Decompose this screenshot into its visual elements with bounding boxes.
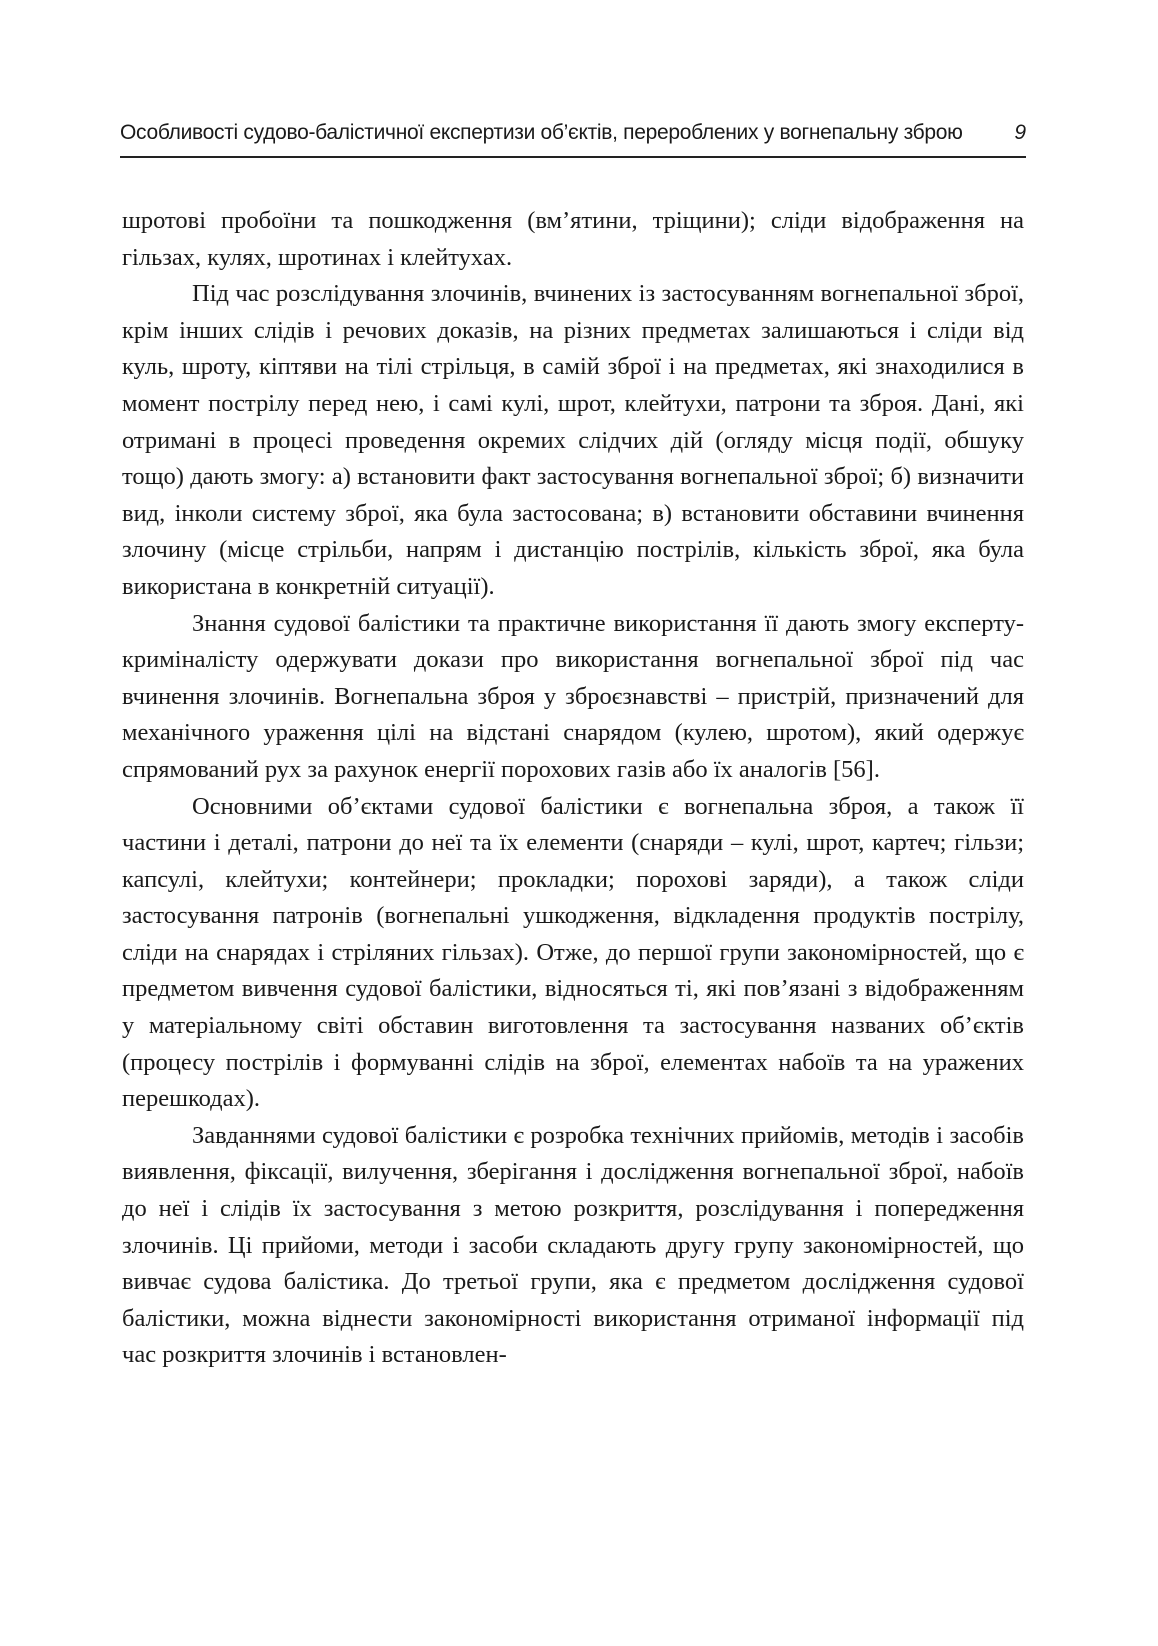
paragraph: Знання судової балістики та практичне використання її дають змогу експерту-криміналісту одержувати докази про використання вогнепальної зброї під час вчинення злочинів. Вогнепальна зброя у зброєзнавстві – пристрій, призначений для механічного ураження цілі на відстані снарядом (кулею, шротом), який одержує спрямований рух за рахунок енергії порохових газів або їх аналогів [56]. [122, 609, 1024, 783]
paragraph-continued: шротові пробоїни та пошкодження (вм’ятини, тріщини); сліди відображення на гільзах, кулях, шротинах і клейтухах. [122, 207, 1024, 271]
paragraph: Завданнями судової балістики є розробка технічних прийомів, методів і засобів виявлення, фіксації, вилучення, зберігання і дослідження вогнепальної зброї, набоїв до неї і слідів їх застосування з метою розкриття, розслідування і попередження злочинів. Ці прийоми, методи і засоби складають другу групу закономірностей, що вивчає судова балістика. До третьої групи, яка є предметом дослідження судової балістики, можна віднести закономірності використання отриманої інформації під час розкриття злочинів і встановлен- [122, 1121, 1024, 1369]
running-title: Особливості судово-балістичної експертизи об’єктів, перероблених у вогнепальну зброю [120, 121, 963, 144]
paragraph: Під час розслідування злочинів, вчинених із застосуванням вогнепальної зброї, крім інших слідів і речових доказів, на різних предметах залишаються і сліди від куль, шроту, кіптяви на тілі стрільця, в самій зброї і на предметах, які знаходилися в момент пострілу перед нею, і самі кулі, шрот, клейтухи, патрони та зброя. Дані, які отримані в процесі проведення окремих слідчих дій (огляду місця події, обшуку тощо) дають змогу: а) встановити факт застосування вогнепальної зброї; б) визначити вид, інколи систему зброї, яка була застосована; в) встановити обставини вчинення злочину (місце стрільби, напрям і дистанцію пострілів, кількість зброї, яка була використана в конкретній ситуації). [122, 280, 1024, 600]
paragraph: Основними об’єктами судової балістики є вогнепальна зброя, а також її частини і деталі, патрони до неї та їх елементи (снаряди – кулі, шрот, картеч; гільзи; капсулі, клейтухи; контейнери; прокладки; порохові заряди), а також сліди застосування патронів (вогнепальні ушкодження, відкладення продуктів пострілу, сліди на снарядах і стріляних гільзах). Отже, до першої групи закономірностей, що є предметом вивчення судової балістики, відносяться ті, які пов’язані з відображенням у матеріальному світі обставин виготовлення та застосування названих об’єктів (процесу пострілів і формуванні слідів на зброї, елементах набоїв та на уражених перешкодах). [122, 792, 1024, 1113]
body-text [122, 203, 1024, 1374]
page-number: 9 [1014, 121, 1026, 144]
running-header [120, 118, 1026, 158]
